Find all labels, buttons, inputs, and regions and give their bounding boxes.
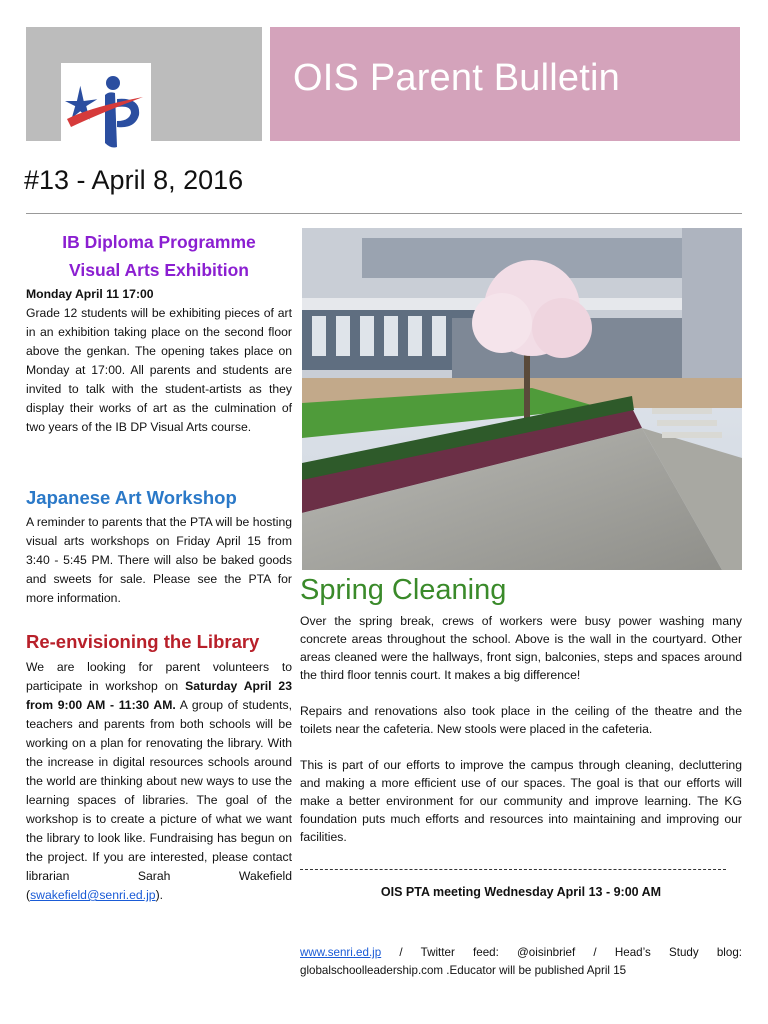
library-body-start: We are looking for parent volunteers to participate in workshop on xyxy=(26,660,292,693)
ib-heading-line2: Visual Arts Exhibition xyxy=(69,260,249,280)
workshop-heading: Japanese Art Workshop xyxy=(26,487,237,508)
ois-logo-icon xyxy=(61,63,151,157)
ib-heading-line1: IB Diploma Programme xyxy=(62,232,256,252)
ib-date: Monday April 11 17:00 xyxy=(26,287,154,301)
title-banner xyxy=(270,27,740,141)
library-body-end: ). xyxy=(155,888,164,902)
footer-text: / Twitter feed: @oisinbrief / Head’s Study blog: globalschoolleadership.com .Educator will be published April 15 xyxy=(300,946,742,977)
campus-courtyard-photo xyxy=(302,228,742,570)
library-section xyxy=(26,630,292,905)
library-body xyxy=(26,658,292,905)
cleaning-paragraph-1: Over the spring break, crews of workers were busy power washing many concrete areas throughout the school. Above is the wall in the courtyard. Other areas cleaned were the hallways, front sign, balconies, steps and spaces around the third floor tennis court. It makes a big difference! xyxy=(300,614,742,682)
ib-exhibition-section xyxy=(26,228,292,437)
workshop-section xyxy=(26,486,292,608)
dashed-divider xyxy=(300,869,726,870)
library-body-rest: A group of students, teachers and parents from both schools will be working on a plan for renovating the library. With the increase in digital resources schools around the world are thinking about new ways to use the learning spaces of libraries. The goal of the workshop is to create a picture of what we want the library to look like. Fundraising has begun on the project. If you are interested, please contact librarian Sarah Wakefield ( xyxy=(26,698,292,902)
cleaning-paragraph-3: This is part of our efforts to improve the campus through cleaning, decluttering and making a more efficient use of our spaces. The goal is that our efforts will make a better environment for our community and improve learning. The KG foundation puts much efforts and resources into maintaining and improving our facilities. xyxy=(300,758,742,844)
library-heading: Re-envisioning the Library xyxy=(26,631,260,652)
footer-links xyxy=(300,944,742,980)
spring-cleaning-body xyxy=(300,612,742,864)
bulletin-title: OIS Parent Bulletin xyxy=(293,57,620,99)
library-workshop-date: Saturday April 23 from 9:00 AM - 11:30 AM. xyxy=(26,679,292,712)
workshop-body: A reminder to parents that the PTA will be hosting visual arts workshops on Friday April 15 from 3:40 - 5:45 PM. There will also be baked goods and sweets for sale. Please see the PTA for more information. xyxy=(26,515,293,605)
issue-date: #13 - April 8, 2016 xyxy=(24,165,244,195)
school-website-link[interactable]: www.senri.ed.jp xyxy=(300,946,382,959)
logo-panel xyxy=(26,27,262,141)
cleaning-paragraph-2: Repairs and renovations also took place in the ceiling of the theatre and the toilets near the cafeteria. New stools were placed in the cafeteria. xyxy=(300,704,742,736)
ib-body: Grade 12 students will be exhibiting pieces of art in an exhibition taking place on the second floor above the genkan. The opening takes place on Monday at 17:00. All parents and students are invited to talk with the student-artists as they display their works of art as the culmination of two years of the IB DP Visual Arts course. xyxy=(26,306,292,434)
spring-cleaning-heading: Spring Cleaning xyxy=(300,574,507,606)
pta-meeting-notice: OIS PTA meeting Wednesday April 13 - 9:00 AM xyxy=(380,885,662,899)
header-divider xyxy=(26,213,742,214)
librarian-email-link[interactable]: swakefield@senri.ed.jp xyxy=(30,888,156,902)
